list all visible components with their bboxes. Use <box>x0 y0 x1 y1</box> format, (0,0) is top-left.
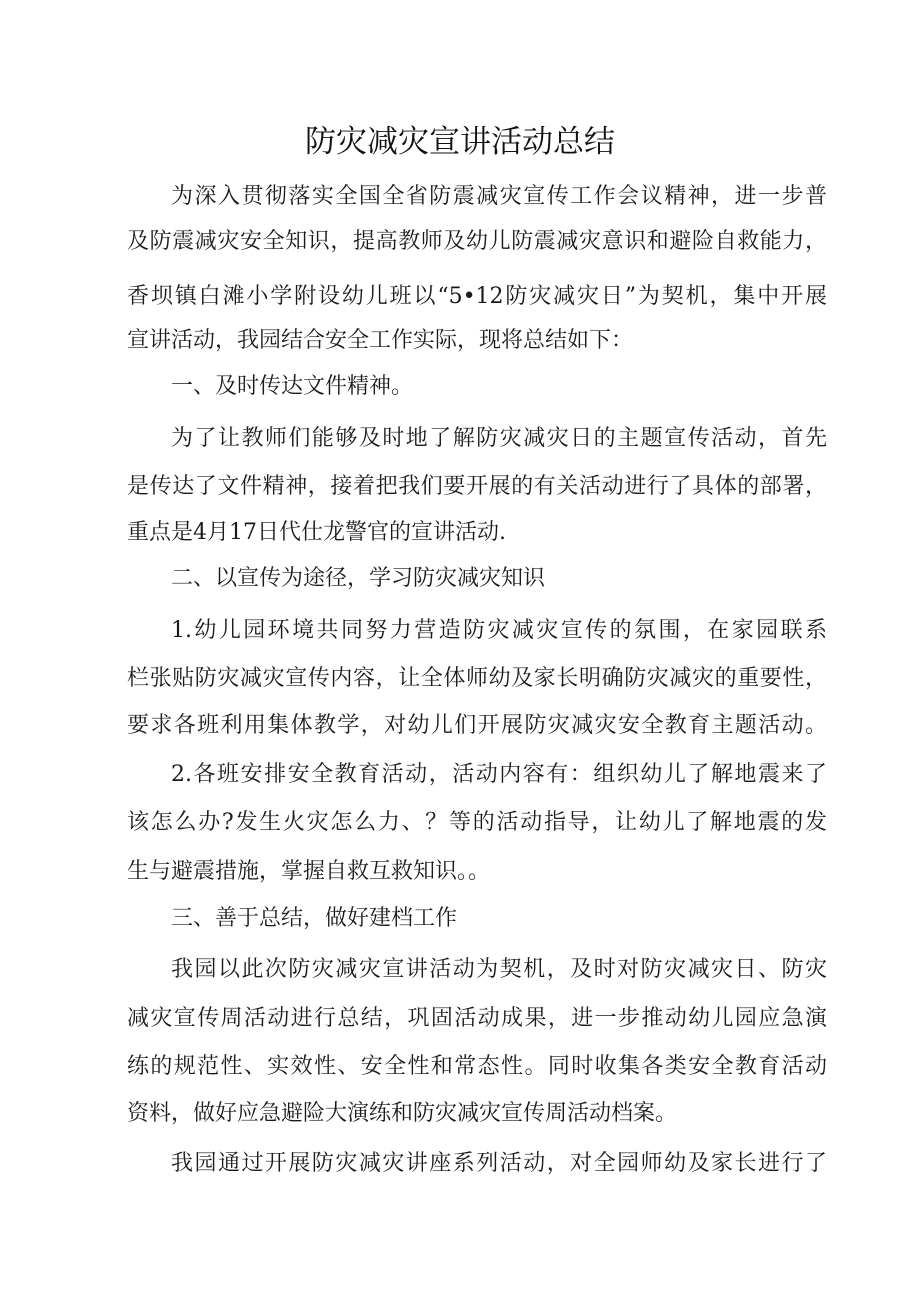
paragraph-line: 1.幼儿园环境共同努力营造防灾减灾宣传的氛围，在家园联系 <box>171 618 827 643</box>
paragraph-line: 为深入贯彻落实全国全省防震减灾宣传工作会议精神，进一步普 <box>171 184 827 209</box>
paragraph-line: 香坝镇白滩小学附设幼儿班以“5•12防灾减灾日”为契机，集中开展 <box>127 284 827 309</box>
paragraph-line: 要求各班利用集体教学，对幼儿们开展防灾减灾安全教育主题活动。 <box>127 713 827 738</box>
paragraph-line: 宣讲活动，我园结合安全工作实际，现将总结如下： <box>127 328 634 353</box>
paragraph-line: 重点是4月17日代仕龙警官的宣讲活动. <box>127 520 506 545</box>
section-heading: 二、以宣传为途径，学习防灾减灾知识 <box>171 566 546 591</box>
paragraph-line: 我园通过开展防灾减灾讲座系列活动，对全园师幼及家长进行了 <box>171 1151 827 1176</box>
paragraph-line: 资料，做好应急避险大演练和防灾减灾宣传周活动档案。 <box>127 1101 678 1126</box>
paragraph-line: 是传达了文件精神，接着把我们要开展的有关活动进行了具体的部署， <box>127 474 827 499</box>
paragraph-line: 及防震减灾安全知识，提高教师及幼儿防震减灾意识和避险自救能力， <box>127 229 827 254</box>
paragraph-line: 该怎么办?发生火灾怎么力、？等的活动指导，让幼儿了解地震的发 <box>127 810 827 835</box>
paragraph-line: 减灾宣传周活动进行总结，巩固活动成果，进一步推动幼儿园应急演 <box>127 1006 827 1031</box>
page-title: 防灾减灾宣讲活动总结 <box>305 124 615 160</box>
paragraph-line: 练的规范性、实效性、安全性和常态性。同时收集各类安全教育活动 <box>127 1054 827 1079</box>
paragraph-line: 栏张贴防灾减灾宣传内容，让全体师幼及家长明确防灾减灾的重要性， <box>127 666 827 691</box>
paragraph-line: 2.各班安排安全教育活动，活动内容有：组织幼儿了解地震来了 <box>171 762 827 787</box>
paragraph-line: 我园以此次防灾减灾宣讲活动为契机，及时对防灾减灾日、防灾 <box>171 957 827 982</box>
paragraph-line: 为了让教师们能够及时地了解防灾减灾日的主题宣传活动，首先 <box>171 426 827 451</box>
section-heading: 三、善于总结，做好建档工作 <box>171 906 458 931</box>
section-heading: 一、及时传达文件精神。 <box>171 374 414 399</box>
paragraph-line: 生与避震措施，掌握自救互救知识。。 <box>127 859 491 884</box>
